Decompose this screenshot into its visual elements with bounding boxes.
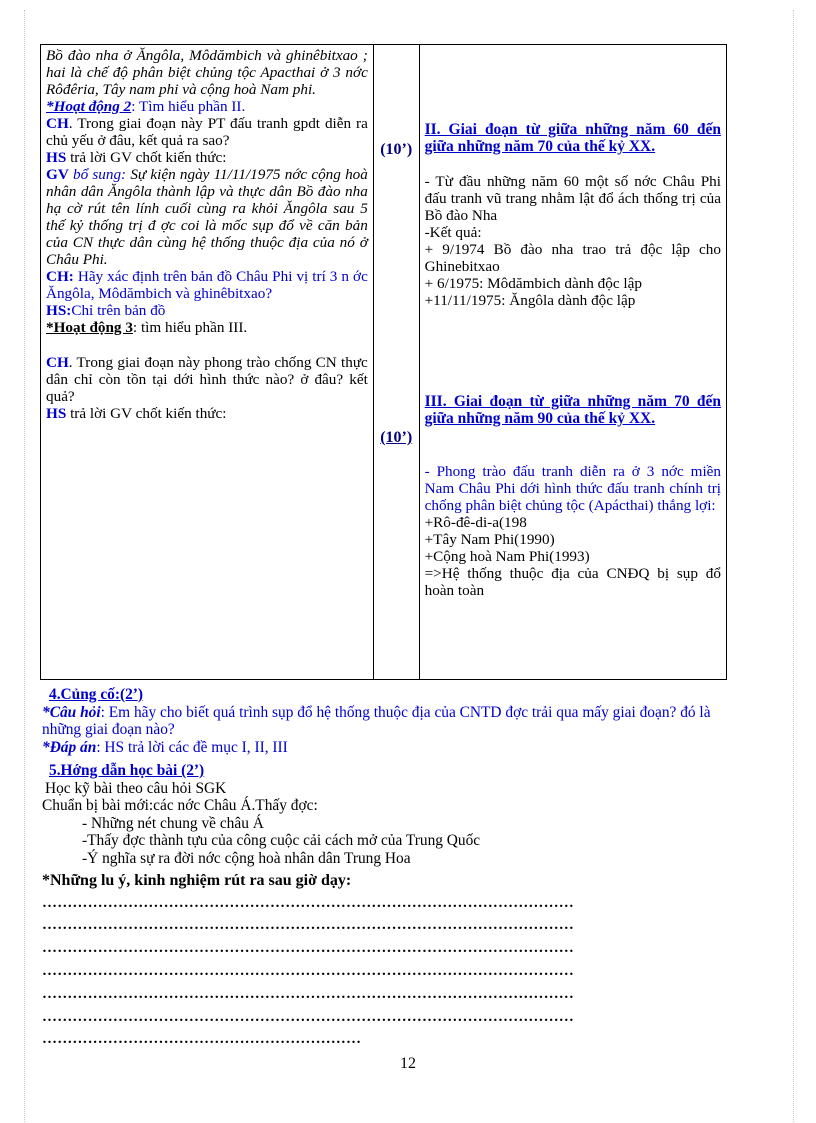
dotted-line: …………………………………………………………………………………………… (42, 894, 574, 911)
dotted-line: …………………………………………………………………………………………… (42, 985, 574, 1002)
activity-paragraph: CH: Hãy xác định trên bản đồ Châu Phi vị trí 3 n ớc Ăngôla, Môdămbich và ghinêbitxao? (46, 268, 368, 302)
table-row (41, 45, 727, 680)
question-label: *Câu hỏi (42, 703, 101, 721)
content-line: +Rô-đê-di-a(198 (424, 514, 527, 531)
content-line: +11/11/1975: Ăngôla dành độc lập (424, 292, 636, 309)
content-column (419, 45, 726, 680)
guide-heading: 5.Hớng dẫn học bài (2’) (49, 762, 205, 779)
section-3-title: III. Giai đoạn từ giữa những năm 70 đến giữa những năm 90 của thế kỷ XX. (424, 393, 721, 427)
content-line: + 9/1974 Bồ đào nha trao trả độc lập cho Ghinebitxao (424, 241, 721, 275)
activity-paragraph: Bồ đào nha ở Ăngôla, Môdămbich và ghinêbitxao ; hai là chế độ phân biệt chủng tộc Apacthai ở 3 nớc Rôđêria, Tây nam phi và cộng hoà Nam phi. (46, 47, 368, 98)
content-line: -Kết quả: (424, 224, 482, 241)
page-number: 12 (400, 1055, 416, 1072)
time-column (373, 45, 419, 680)
activity-paragraph: CH. Trong giai đoạn này phong trào chống CN thực dân chỉ còn tồn tại dới hình thức nào? ở đâu? kết quả? (46, 354, 368, 405)
guide-line: -Ý nghĩa sự ra đời nớc cộng hoà nhân dân Trung Hoa (82, 849, 411, 867)
guide-line: Học kỹ bài theo câu hỏi SGK (45, 779, 227, 797)
guide-section (42, 762, 742, 868)
guide-line: Chuẩn bị bài mới:các nớc Châu Á.Thấy đợc: (42, 797, 318, 815)
notes-lines (42, 892, 742, 1052)
content-line: + 6/1975: Môdămbich dành độc lập (424, 275, 642, 292)
activity-paragraph (46, 336, 368, 352)
question-text: : Em hãy cho biết quá trình sụp đổ hệ thống thuộc địa của CNTD đợc trải qua mấy giai đoạn? đó là những giai đoạn nào? (42, 703, 711, 739)
content-line: =>Hệ thống thuộc địa của CNĐQ bị sụp đổ hoàn toàn (424, 565, 721, 599)
activity-column (41, 45, 374, 680)
consolidation-heading: 4.Củng cố:(2’) (49, 686, 144, 703)
notes-section (42, 872, 742, 1051)
section-3-body (425, 463, 721, 599)
dotted-line: …………………………………………………………………………………………… (42, 917, 574, 934)
content-line: +Tây Nam Phi(1990) (424, 531, 555, 548)
activity-paragraph: HS trả lời GV chốt kiến thức: (46, 149, 227, 166)
answer-label: *Đáp án (42, 738, 97, 756)
guide-line: -Thấy đợc thành tựu của công cuộc cải cách mở của Trung Quốc (82, 832, 481, 850)
consolidation-section (42, 686, 742, 756)
dotted-line: …………………………………………………………………………………………… (42, 940, 574, 957)
activity-paragraph: CH. Trong giai đoạn này PT đấu tranh gpdt diễn ra chủ yếu ở đâu, kết quả ra sao? (46, 115, 368, 149)
time-label-3: (10’) (380, 429, 413, 446)
activity-paragraph: *Hoạt động 3: tìm hiểu phần III. (46, 319, 248, 336)
activity-paragraph: GV bổ sung: Sự kiện ngày 11/11/1975 nớc cộng hoà nhân dân Ăngôla thành lập và thực dân Bồ đào nha hạ cờ rút tên lính cuối cùng ra khỏi Ăngôla sau 5 thế kỷ thống trị đ ợc coi là mốc sụp đổ về căn bản của CN thực dân cùng hệ thống thuộc địa của nó ở Châu Phi. (46, 166, 368, 268)
content-line: - Phong trào đấu tranh diễn ra ở 3 nớc miền Nam Châu Phi dới hình thức đấu tranh chính trị chống phân biệt chủng tộc (Apácthai) thắng lợi: (424, 463, 721, 514)
section-2-title: II. Giai đoạn từ giữa những năm 60 đến giữa những năm 70 của thế kỷ XX. (424, 121, 721, 155)
activity-paragraph: HS:Chỉ trên bản đồ (46, 302, 166, 319)
dotted-line: ……………………………………………………… (42, 1031, 362, 1048)
content-line: +Cộng hoà Nam Phi(1993) (424, 548, 590, 565)
answer-text: : HS trả lời các đề mục I, II, III (96, 738, 288, 756)
lesson-table (40, 44, 727, 680)
dotted-line: …………………………………………………………………………………………… (42, 1008, 574, 1025)
time-label-2: (10’) (380, 141, 413, 158)
notes-heading: *Những lu ý, kinh nghiệm rút ra sau giờ dạy: (42, 872, 352, 889)
dotted-line: …………………………………………………………………………………………… (42, 962, 574, 979)
guide-line: - Những nét chung về châu Á (82, 814, 264, 832)
activity-paragraph: *Hoạt động 2: Tìm hiểu phần II. (46, 98, 246, 115)
section-2-body (425, 173, 721, 309)
activity-paragraph: HS trả lời GV chốt kiến thức: (46, 405, 227, 422)
activity-content (46, 47, 368, 422)
content-line: - Từ đầu những năm 60 một số nớc Châu Phi đấu tranh vũ trang nhằm lật đổ ách thống trị của Bồ đào Nha (424, 173, 721, 224)
